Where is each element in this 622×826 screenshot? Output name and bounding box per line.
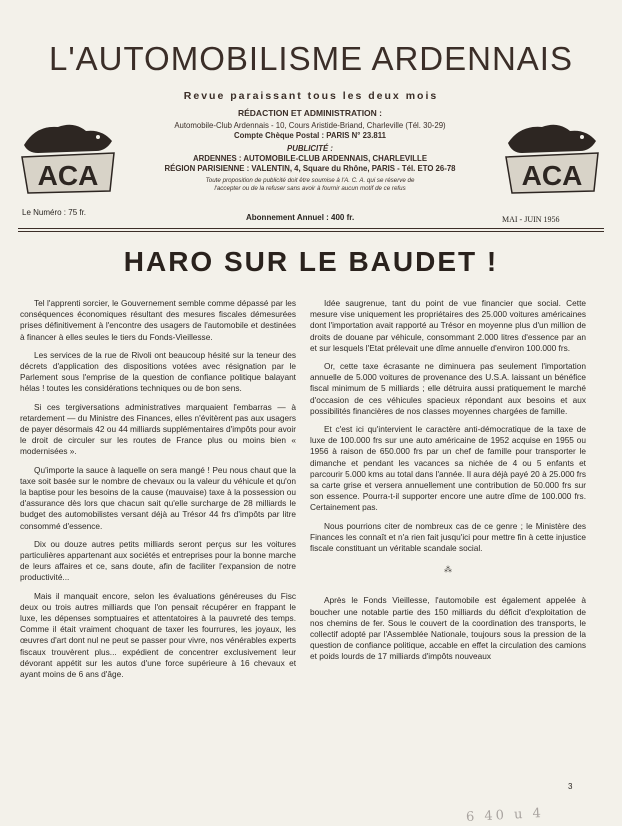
paragraph: Qu'importe la sauce à laquelle on sera mangé ! Peu nous chaut que la taxe soit basée sur le nombre de chevaux ou la valeur du véhicule et qu'on la baptise pour les besoins de la cause (mauvaise) taxe à la possession ou d'assurance dès lors que chacun sait qu'elle surcharge de 28 milliards le budget des automobilistes versant déjà au Trésor 44 frs d'impôts par litre consommé d'essence.	[20, 464, 296, 531]
header-info	[124, 108, 496, 192]
divider	[18, 228, 604, 229]
publicite-title: PUBLICITÉ :	[287, 144, 333, 153]
redaction-address: Automobile-Club Ardennais - 10, Cours Aristide-Briand, Charleville (Tél. 30-29)	[174, 121, 446, 130]
issue-date: MAI - JUIN 1956	[502, 215, 560, 224]
paragraph: Idée saugrenue, tant du point de vue financier que social. Cette mesure vise uniquement les propriétaires des 25.000 voitures américaines dont l'importation avait rapporté au Trésor en moyenne plus d'un million de droits de douane par véhicule, consommant 2.000 litres d'essence par an et sur lesquels l'Etat prélevait une dîme annuelle d'environ 100.000 frs.	[310, 298, 586, 353]
article-column-left	[20, 298, 296, 687]
numero-price: Le Numéro : 75 fr.	[22, 208, 87, 217]
paragraph: Et c'est ici qu'intervient le caractère anti-démocratique de la taxe de luxe de 100.000 frs sur une auto américaine de 1952 acquise en 1955 ou 1956 à raison de 650.000 frs par un chef de famille pour transporter le dimanche et pendant les vacances sa nichée de 4 ou 5 enfants et parcourir 5.000 kms au total dans l'année. Il aura déjà payé 20 à 25.000 frs sa carte grise et versera annuellement une contribution de 50.000 frs sur son essence. Pourra-t-il supporter encore une autre dîme de 100.000 frs. Certainement pas.	[310, 424, 586, 513]
paragraph: Si ces tergiversations administratives marquaient l'embarras — à retardement — du Ministre des Finances, elles n'évitèrent pas aux usagers de payer désormais 42 ou 44 milliards supplémentaires d'impôts pour avoir le droit de circuler sur les routes de France plus ou moins bien « modernisées ».	[20, 401, 296, 457]
paragraph: Or, cette taxe écrasante ne diminuera pas seulement l'importation annuelle de 5.000 voitures de provenance des U.S.A. laissant un bénéfice fiscal minimum de 5 milliards ; elle détruira aussi pratiquement le marché d'occasion de ces véhicules spacieux répondant aux besoins et aux possibilités financières de nos classes moyennes chargées de famille.	[310, 361, 586, 416]
journal-subtitle: Revue paraissant tous les deux mois	[183, 90, 439, 102]
publicite-ardennes: ARDENNES : AUTOMOBILE-CLUB ARDENNAIS, CHARLEVILLE	[192, 154, 428, 163]
cheque-postal: Compte Chèque Postal : PARIS N° 23.811	[233, 131, 387, 140]
aca-logo-left	[16, 117, 120, 195]
aca-logo-right	[500, 117, 604, 195]
article-column-right	[310, 298, 586, 670]
paragraph: Nous pourrions citer de nombreux cas de ce genre ; le Ministère des Finances les connaît et n'a rien fait jusqu'ici pour mettre fin à cette injustice fiscale constituant un véritable scandale social.	[310, 520, 586, 554]
publicite-notice-1: Toute proposition de publicité doit être soumise à l'A. C. A. qui se réserve de	[205, 177, 415, 184]
article-headline: HARO SUR LE BAUDET !	[123, 246, 499, 277]
logo-text: ACA	[521, 160, 583, 191]
journal-title: L'AUTOMOBILISME ARDENNAIS	[49, 40, 573, 77]
paragraph: Dix ou douze autres petits milliards seront perçus sur les voitures particulières appartenant aux sociétés et entreprises pour la bonne marche de leurs affaires et ce, sans doute, afin de faciliter l'expansion de notre productivité...	[20, 538, 296, 583]
page-number: 3	[568, 782, 573, 791]
paragraph: Tel l'apprenti sorcier, le Gouvernement semble comme dépassé par les conséquences économiques résultant des mesures fiscales démesurées prises définitivement à l'encontre des usagers de l'automobile et destinées à financer à elles seules le tiers du Fonds-Vieillesse.	[20, 298, 296, 342]
publicite-notice-2: l'accepter ou de la refuser sans avoir à fournir aucun motif de ce refus	[214, 184, 406, 192]
section-separator: ⁂	[444, 565, 452, 575]
paragraph: Mais il manquait encore, selon les évaluations généreuses du Fisc deux ou trois autres milliards que l'on pensait récupérer en frappant le luxe, les dépenses somptuaires et attentatoires à la pauvreté des temps. Comme il était vraiment choquant de taxer les fourrures, les joyaux, les œuvres d'art dont nul ne peut se passer pour vivre, nos vénérables experts fiscaux trouvèrent plus... expédient de concentrer exclusivement leur dévorant appétit sur les autos d'une force supérieure à 16 chevaux et ayant moins de 6 ans d'âge.	[20, 590, 296, 680]
paragraph: Les services de la rue de Rivoli ont beaucoup hésité sur la teneur des décrets d'application des dispositions votées avec résignation par le Parlement sous l'emprise de la question de confiance politique balayant hélas ! toutes les considérations techniques ou de bon sens.	[20, 349, 296, 394]
redaction-title: RÉDACTION ET ADMINISTRATION :	[237, 108, 383, 118]
divider	[18, 231, 604, 232]
publicite-region-parisienne: RÉGION PARISIENNE : VALENTIN, 4, Square du Rhône, PARIS - Tél. ETO 26-78	[164, 164, 456, 173]
logo-text: ACA	[37, 160, 99, 191]
paragraph: Après le Fonds Vieillesse, l'automobile est également appelée à boucher une notable partie des 150 milliards du déficit d'exploitation de nos chemins de fer. Sous le couvert de la coordination des transports, le collectif adopté par l'Assemblée Nationale, toujours sous la pression de la question de confiance politique, accable en effet la circulation des camions et poids lourds de 17 milliards d'impôts nouveaux	[310, 595, 586, 662]
handwritten-note: 6 40 u 4	[465, 805, 545, 826]
abonnement-price: Abonnement Annuel : 400 fr.	[246, 213, 355, 222]
